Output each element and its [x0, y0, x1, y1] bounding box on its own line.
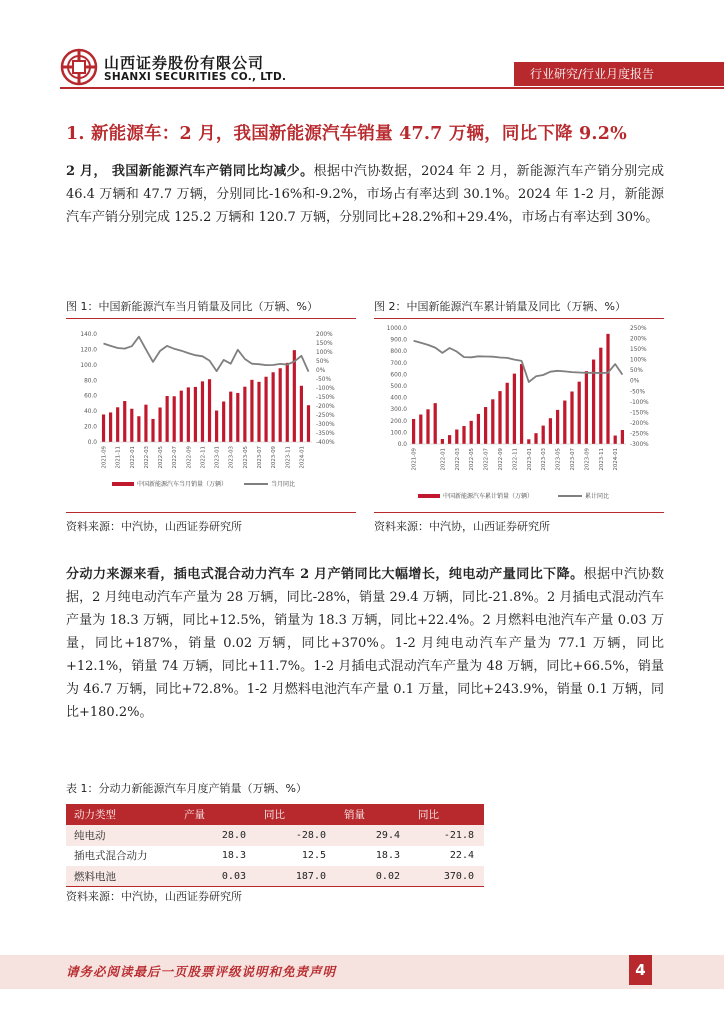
y-left-tick-label: 0.0	[87, 440, 97, 446]
chart-bar	[534, 433, 537, 444]
legend-label: 中国新能源汽车累计销量（万辆）	[443, 493, 534, 500]
figure-2-title: 图 2：中国新能源汽车累计销量及同比（万辆、%）	[374, 300, 626, 313]
y-left-tick-label: 40.0	[84, 409, 97, 416]
chart-bar	[585, 371, 588, 444]
figure-1-source: 资料来源：中汽协，山西证券研究所	[66, 520, 242, 533]
x-tick-label: 2023-01	[214, 446, 221, 469]
chart-bar	[151, 419, 154, 442]
x-tick-label: 2022-01	[440, 448, 447, 471]
chart-bar	[130, 409, 133, 442]
y-right-tick-label: -100%	[316, 386, 335, 392]
chart-bar	[215, 411, 218, 442]
y-right-tick-label: -300%	[630, 442, 649, 448]
chart-bar	[236, 393, 239, 442]
x-tick-label: 2022-03	[454, 448, 461, 471]
chart-bar	[144, 405, 147, 442]
legend-label: 中国新能源汽车当月销量（万辆）	[137, 481, 228, 488]
table-header-cell: 销量	[336, 804, 410, 825]
table-cell: 22.4	[449, 850, 474, 862]
chart-bar	[434, 403, 437, 444]
chart-bar	[556, 410, 559, 444]
chart-bar	[307, 405, 310, 442]
footer-disclaimer-link[interactable]: 请务必阅读最后一页股票评级说明和免责声明	[66, 964, 337, 979]
chart-bar	[570, 391, 573, 444]
chart-bar	[462, 426, 465, 444]
figure-2-bottom-rule	[374, 512, 664, 513]
chart-bar	[477, 414, 480, 444]
y-left-tick-label: 900.0	[390, 337, 407, 344]
section-title: 1. 新能源车：2 月，我国新能源汽车销量 47.7 万辆，同比下降 9.2%	[66, 124, 627, 144]
table-cell: 370.0	[410, 866, 484, 887]
x-tick-label: 2021-11	[115, 446, 122, 469]
y-left-tick-label: 0.0	[397, 442, 407, 448]
chart-bar	[455, 430, 458, 444]
x-tick-label: 2023-05	[555, 448, 562, 471]
company-name-cn: 山西证券股份有限公司	[104, 54, 265, 72]
page-header	[0, 0, 724, 90]
page-number: 4	[629, 955, 652, 985]
table-header-cell: 同比	[256, 804, 336, 825]
table-cell: 18.3	[375, 850, 400, 862]
x-tick-label: 2021-09	[101, 446, 108, 469]
company-logo-icon	[60, 48, 98, 86]
table-header-row	[66, 804, 484, 825]
figure-2-chart	[374, 320, 664, 510]
chart-line-series	[104, 337, 309, 372]
x-tick-label: 2023-03	[541, 448, 548, 471]
chart-bar	[208, 379, 211, 442]
chart-bar	[300, 386, 303, 442]
x-tick-label: 2023-05	[242, 446, 249, 469]
y-left-tick-label: 20.0	[84, 424, 97, 431]
x-tick-label: 2023-09	[271, 446, 278, 469]
chart-bar	[549, 418, 552, 444]
chart-bar	[264, 377, 267, 442]
chart-bar	[412, 419, 415, 444]
chart-line-series	[414, 341, 623, 382]
x-tick-label: 2022-11	[512, 448, 519, 471]
chart-bar	[250, 380, 253, 442]
chart-bar	[498, 391, 501, 444]
y-right-tick-label: 200%	[316, 332, 333, 338]
chart-bar	[419, 415, 422, 444]
chart-bar	[563, 401, 566, 444]
company-name-en: SHANXI SECURITIES CO., LTD.	[104, 71, 287, 83]
table-cell: -21.8	[410, 825, 484, 846]
legend-bar-swatch	[112, 482, 134, 486]
figure-2	[374, 290, 664, 540]
y-left-tick-label: 140.0	[80, 332, 97, 338]
chart-bar	[109, 412, 112, 442]
chart-bar	[506, 383, 509, 444]
table-cell: 燃料电池	[66, 866, 176, 887]
legend-label: 累计同比	[585, 493, 610, 500]
chart-bar	[599, 348, 602, 444]
chart-bar	[426, 409, 429, 444]
y-right-tick-label: -400%	[316, 440, 335, 446]
x-tick-label: 2022-07	[172, 446, 179, 469]
chart-bar	[491, 399, 494, 444]
y-right-tick-label: 200%	[630, 336, 647, 343]
report-type-tag: 行业研究/行业月度报告	[514, 62, 724, 86]
x-tick-label: 2023-07	[257, 446, 263, 469]
y-right-tick-label: -150%	[316, 395, 335, 401]
table-row	[66, 825, 484, 846]
chart-bar	[542, 426, 545, 444]
chart-bar	[441, 439, 444, 444]
x-tick-label: 2024-01	[613, 448, 620, 471]
chart-bar	[102, 414, 105, 442]
paragraph-overview-body: 根据中汽协数据，2024 年 2 月，新能源汽车产销分别完成 46.4 万辆和 47.7 万辆，分别同比-16%和-9.2%，市场占有率达到 30.1%。2024 年 1-2 月，新能源汽车产销分别完成 125.2 万辆和 120.7 万辆，分别同比+28.2%和+29.4%，市场占有率达到 30%。	[66, 164, 664, 225]
y-right-tick-label: 100%	[630, 357, 647, 364]
y-right-tick-label: -250%	[316, 413, 335, 419]
chart-bar	[180, 391, 183, 442]
y-left-tick-label: 1000.0	[386, 326, 407, 332]
chart-bar	[286, 363, 289, 442]
figure-1	[66, 290, 356, 540]
y-right-tick-label: -200%	[316, 404, 335, 410]
chart-bar	[293, 350, 296, 442]
table-row	[66, 846, 484, 867]
table-cell: 187.0	[256, 866, 336, 887]
y-left-tick-label: 800.0	[390, 349, 407, 356]
x-tick-label: 2023-07	[570, 448, 576, 471]
y-right-tick-label: 100%	[316, 350, 333, 356]
x-tick-label: 2023-11	[598, 448, 605, 471]
header-divider	[60, 87, 724, 89]
figure-1-top-rule	[66, 318, 356, 319]
chart-bar	[123, 401, 126, 442]
paragraph-overview	[66, 160, 664, 229]
table-1-title: 表 1：分动力新能源汽车月度产销量（万辆、%）	[66, 782, 307, 795]
y-left-tick-label: 60.0	[84, 393, 97, 400]
y-right-tick-label: 0%	[630, 378, 640, 385]
figure-2-source: 资料来源：中汽协，山西证券研究所	[374, 520, 550, 533]
chart-bar	[194, 387, 197, 442]
chart-bar	[222, 402, 225, 443]
table-1	[66, 804, 484, 887]
x-tick-label: 2024-01	[299, 446, 306, 469]
chart-bar	[448, 435, 451, 444]
chart-bar	[166, 396, 169, 442]
table-row	[66, 866, 484, 887]
chart-bar	[173, 396, 176, 442]
y-left-tick-label: 600.0	[390, 372, 407, 379]
x-tick-label: 2022-01	[129, 446, 136, 469]
y-right-tick-label: -350%	[316, 431, 335, 437]
figure-1-chart	[66, 320, 356, 510]
chart-bar	[279, 368, 282, 442]
y-left-tick-label: 700.0	[390, 360, 407, 367]
chart-bar	[137, 416, 140, 442]
x-tick-label: 2023-03	[228, 446, 235, 469]
table-cell: 18.3	[221, 850, 246, 862]
figure-1-title: 图 1：中国新能源汽车当月销量及同比（万辆、%）	[66, 300, 318, 313]
y-right-tick-label: 250%	[630, 326, 647, 332]
chart-bar	[201, 381, 204, 442]
x-tick-label: 2022-05	[469, 448, 476, 471]
y-right-tick-label: -100%	[630, 399, 649, 406]
table-cell: 0.03	[176, 866, 256, 887]
y-right-tick-label: 50%	[316, 359, 329, 365]
y-right-tick-label: -200%	[630, 420, 649, 427]
y-left-tick-label: 80.0	[84, 378, 97, 385]
x-tick-label: 2023-11	[285, 446, 292, 469]
paragraph-powertrain	[66, 563, 664, 724]
chart-bar	[116, 407, 119, 442]
table-cell: 插电式混合动力	[74, 850, 148, 863]
y-left-tick-label: 500.0	[390, 384, 407, 390]
chart-bar	[470, 421, 473, 444]
x-tick-label: 2021-09	[411, 448, 418, 471]
x-tick-label: 2022-09	[186, 446, 193, 469]
x-tick-label: 2022-07	[483, 448, 490, 471]
y-left-tick-label: 300.0	[390, 407, 407, 414]
chart-bar	[243, 387, 246, 442]
chart-bar	[272, 372, 275, 442]
table-cell: 纯电动	[66, 825, 176, 846]
chart-bar	[614, 436, 617, 444]
y-right-tick-label: 0%	[316, 368, 326, 374]
y-left-tick-label: 100.0	[80, 362, 97, 369]
table-header-cell: 产量	[176, 804, 256, 825]
chart-bar	[578, 382, 581, 444]
table-1-source: 资料来源：中汽协，山西证券研究所	[66, 890, 242, 903]
figure-2-top-rule	[374, 318, 664, 319]
paragraph-overview-lead: 2 月， 我国新能源汽车产销同比均减少。	[66, 164, 314, 179]
y-left-tick-label: 200.0	[390, 418, 407, 425]
figure-1-bottom-rule	[66, 512, 356, 513]
paragraph-powertrain-lead: 分动力来源来看，插电式混合动力汽车 2 月产销同比大幅增长，纯电动产量同比下降。	[66, 567, 584, 582]
table-cell: 29.4	[336, 825, 410, 846]
table-cell: 12.5	[301, 850, 326, 862]
chart-bar	[606, 334, 609, 444]
y-right-tick-label: 150%	[316, 341, 333, 347]
y-right-tick-label: -150%	[630, 410, 649, 417]
x-tick-label: 2023-09	[584, 448, 591, 471]
y-right-tick-label: -50%	[630, 389, 645, 396]
x-tick-label: 2022-05	[158, 446, 165, 469]
chart-bar	[621, 430, 624, 444]
y-left-tick-label: 100.0	[390, 430, 407, 437]
chart-bar	[257, 382, 260, 442]
chart-bar	[527, 439, 530, 444]
y-right-tick-label: 50%	[630, 368, 643, 375]
y-right-tick-label: -300%	[316, 422, 335, 428]
y-right-tick-label: -250%	[630, 431, 649, 438]
table-cell: 0.02	[336, 866, 410, 887]
y-left-tick-label: 120.0	[80, 347, 97, 354]
legend-label: 当月同比	[271, 481, 296, 488]
y-right-tick-label: 150%	[630, 347, 647, 354]
y-right-tick-label: -50%	[316, 377, 331, 383]
y-left-tick-label: 400.0	[390, 395, 407, 402]
x-tick-label: 2022-03	[143, 446, 150, 469]
chart-bar	[520, 364, 523, 444]
table-header-cell: 同比	[410, 804, 484, 825]
chart-bar	[513, 374, 516, 444]
x-tick-label: 2023-01	[526, 448, 533, 471]
chart-bar	[158, 408, 161, 442]
chart-bar	[484, 407, 487, 444]
paragraph-powertrain-body: 根据中汽协数据，2 月纯电动汽车产量为 28 万辆，同比-28%，销量 29.4 万辆，同比-21.8%。2 月插电式混动汽车产量为 18.3 万辆，同比+12.5%，销量为 18.3 万辆，同比+22.4%。2 月燃料电池汽车产量 0.03 万量，同比+187%，销量 0.02 万辆，同比+370%。1-2 月纯电动汽车产量为 77.1 万辆，同比+12.1%，销量 74 万辆，同比+11.7%。1-2 月插电式混动汽车产量为 48 万辆，同比+66.5%，销量为 46.7 万辆，同比+72.8%。1-2 月燃料电池汽车产量 0.1 万量，同比+243.9%，销量 0.1 万辆，同比+180.2%。	[66, 567, 664, 720]
x-tick-label: 2022-11	[200, 446, 207, 469]
table-cell: 28.0	[176, 825, 256, 846]
table-cell: -28.0	[256, 825, 336, 846]
chart-bar	[229, 392, 232, 442]
table-header-cell: 动力类型	[66, 804, 176, 825]
chart-bar	[187, 387, 190, 442]
x-tick-label: 2022-09	[498, 448, 504, 471]
legend-bar-swatch	[418, 494, 440, 498]
